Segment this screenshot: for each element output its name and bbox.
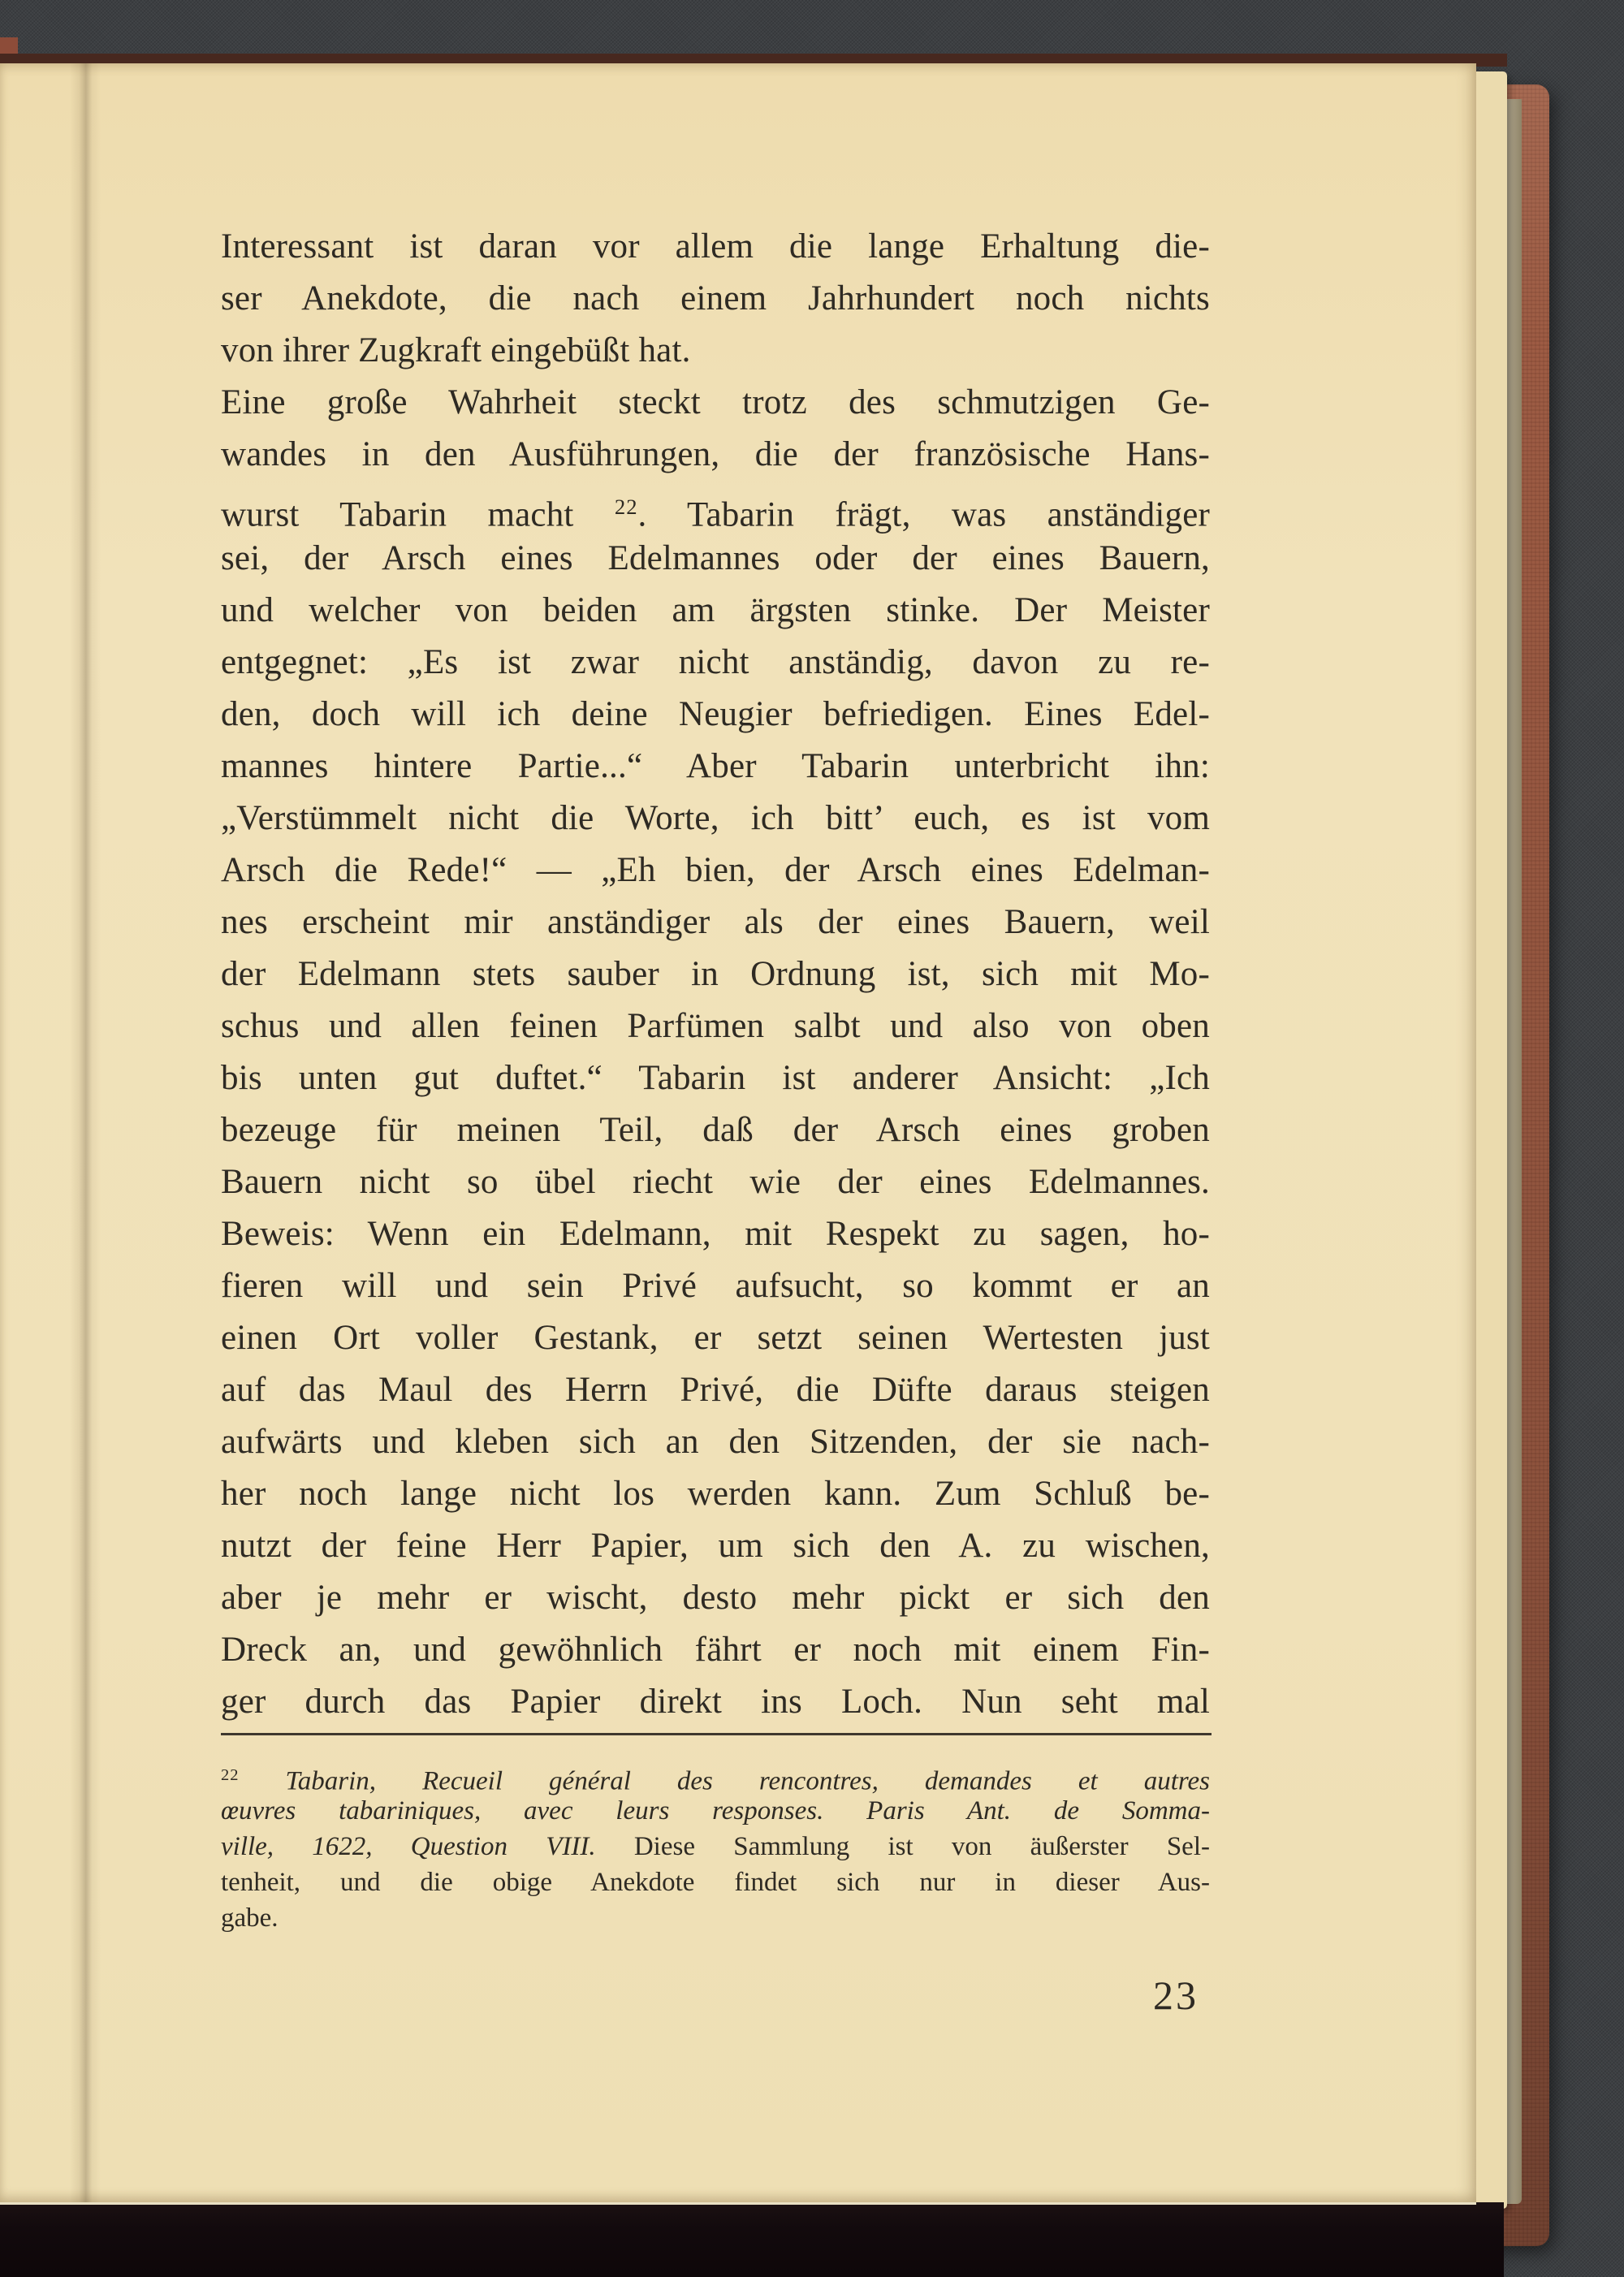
text-segment: ville, 1622, Question VIII.: [221, 1832, 596, 1861]
text-line: [221, 221, 1210, 273]
text-segment: wurst Tabarin macht: [221, 495, 615, 534]
text-line: [221, 1208, 1210, 1260]
text-line: [221, 1104, 1210, 1156]
text-segment: ser Anekdote, die nach einem Jahrhundert noch nichts: [221, 279, 1210, 318]
text-segment: den, doch will ich deine Neugier befriedigen. Eines Edel-: [221, 695, 1210, 733]
text-line: [221, 1676, 1210, 1728]
text-segment: her noch lange nicht los werden kann. Zum Schluß be-: [221, 1475, 1210, 1513]
text-segment: 22: [614, 495, 638, 519]
text-segment: . Tabarin frägt, was anständiger: [637, 495, 1210, 534]
text-segment: Bauern nicht so übel riecht wie der eines Edelmannes.: [221, 1163, 1210, 1201]
text-segment: nes erscheint mir anständiger als der eines Bauern, weil: [221, 903, 1210, 941]
text-line: [221, 1468, 1210, 1520]
text-line: [221, 273, 1210, 325]
text-line: [221, 1624, 1210, 1676]
text-line: [221, 1793, 1210, 1829]
text-line: [221, 1312, 1210, 1364]
text-segment: Arsch die Rede!“ — „Eh bien, der Arsch eines Edelman-: [221, 851, 1210, 889]
text-segment: von ihrer Zugkraft eingebüßt hat.: [221, 331, 691, 369]
text-segment: aber je mehr er wischt, desto mehr pickt er sich den: [221, 1579, 1210, 1617]
text-segment: 22: [221, 1766, 240, 1784]
text-segment: sei, der Arsch eines Edelmannes oder der eines Bauern,: [221, 539, 1210, 577]
text-line: [221, 325, 1210, 377]
text-segment: der Edelmann stets sauber in Ordnung ist, sich mit Mo-: [221, 955, 1210, 993]
text-segment: „Verstümmelt nicht die Worte, ich bitt’ euch, es ist vom: [221, 799, 1210, 837]
text-line: [221, 793, 1210, 845]
text-segment: einen Ort voller Gestank, er setzt seinen Wertesten just: [221, 1319, 1210, 1357]
text-segment: ger durch das Papier direkt ins Loch. Nun seht mal: [221, 1683, 1210, 1721]
text-line: [221, 481, 1210, 533]
text-segment: œuvres tabariniques, avec leurs responses. Paris Ant. de Somma-: [221, 1796, 1210, 1825]
text-segment: fieren will und sein Privé aufsucht, so kommt er an: [221, 1267, 1210, 1305]
text-segment: auf das Maul des Herrn Privé, die Düfte daraus steigen: [221, 1371, 1210, 1409]
text-line: [221, 948, 1210, 1000]
text-line: [221, 1829, 1210, 1864]
text-line: [221, 585, 1210, 637]
text-line: [221, 1864, 1210, 1900]
page-number: 23: [1153, 1972, 1199, 2018]
book-page: [0, 63, 1476, 2205]
text-segment: gabe.: [221, 1903, 279, 1933]
text-segment: tenheit, und die obige Anekdote findet sich nur in dieser Aus-: [221, 1868, 1210, 1897]
text-line: [221, 741, 1210, 793]
text-line: [221, 689, 1210, 741]
text-segment: Beweis: Wenn ein Edelmann, mit Respekt zu sagen, ho-: [221, 1215, 1210, 1253]
text-line: [221, 1757, 1210, 1796]
text-line: [221, 897, 1210, 948]
body-text: [221, 221, 1210, 1728]
text-segment: entgegnet: „Es ist zwar nicht anständig, davon zu re-: [221, 643, 1210, 681]
text-line: [221, 1900, 1210, 1936]
text-line: [221, 1520, 1210, 1572]
text-segment: Tabarin, Recueil général des rencontres, demandes et autres: [239, 1766, 1210, 1796]
gutter-crease: [70, 63, 101, 2202]
text-segment: Eine große Wahrheit steckt trotz des schmutzigen Ge-: [221, 383, 1210, 421]
text-segment: Diese Sammlung ist von äußerster Sel-: [595, 1832, 1210, 1861]
text-line: [221, 1572, 1210, 1624]
footnote-rule: [221, 1733, 1212, 1735]
text-segment: mannes hintere Partie...“ Aber Tabarin unterbricht ihn:: [221, 747, 1210, 785]
text-line: [221, 845, 1210, 897]
text-line: [221, 1052, 1210, 1104]
text-segment: und welcher von beiden am ärgsten stinke. Der Meister: [221, 591, 1210, 629]
text-line: [221, 377, 1210, 429]
text-segment: Interessant ist daran vor allem die lange Erhaltung die-: [221, 227, 1210, 266]
text-line: [221, 429, 1210, 481]
text-segment: Dreck an, und gewöhnlich fährt er noch mit einem Fin-: [221, 1631, 1210, 1669]
text-line: [221, 1000, 1210, 1052]
text-line: [221, 637, 1210, 689]
text-segment: aufwärts und kleben sich an den Sitzenden, der sie nach-: [221, 1423, 1210, 1461]
text-segment: wandes in den Ausführungen, die der französische Hans-: [221, 435, 1210, 473]
text-segment: schus und allen feinen Parfümen salbt und also von oben: [221, 1007, 1210, 1045]
text-segment: bis unten gut duftet.“ Tabarin ist anderer Ansicht: „Ich: [221, 1059, 1210, 1097]
text-line: [221, 1156, 1210, 1208]
text-segment: nutzt der feine Herr Papier, um sich den A. zu wischen,: [221, 1527, 1210, 1565]
text-line: [221, 1416, 1210, 1468]
text-line: [221, 1260, 1210, 1312]
text-segment: bezeuge für meinen Teil, daß der Arsch eines groben: [221, 1111, 1210, 1149]
text-line: [221, 533, 1210, 585]
text-line: [221, 1364, 1210, 1416]
bottom-shadow: [0, 2202, 1504, 2277]
footnote: [221, 1757, 1210, 1936]
